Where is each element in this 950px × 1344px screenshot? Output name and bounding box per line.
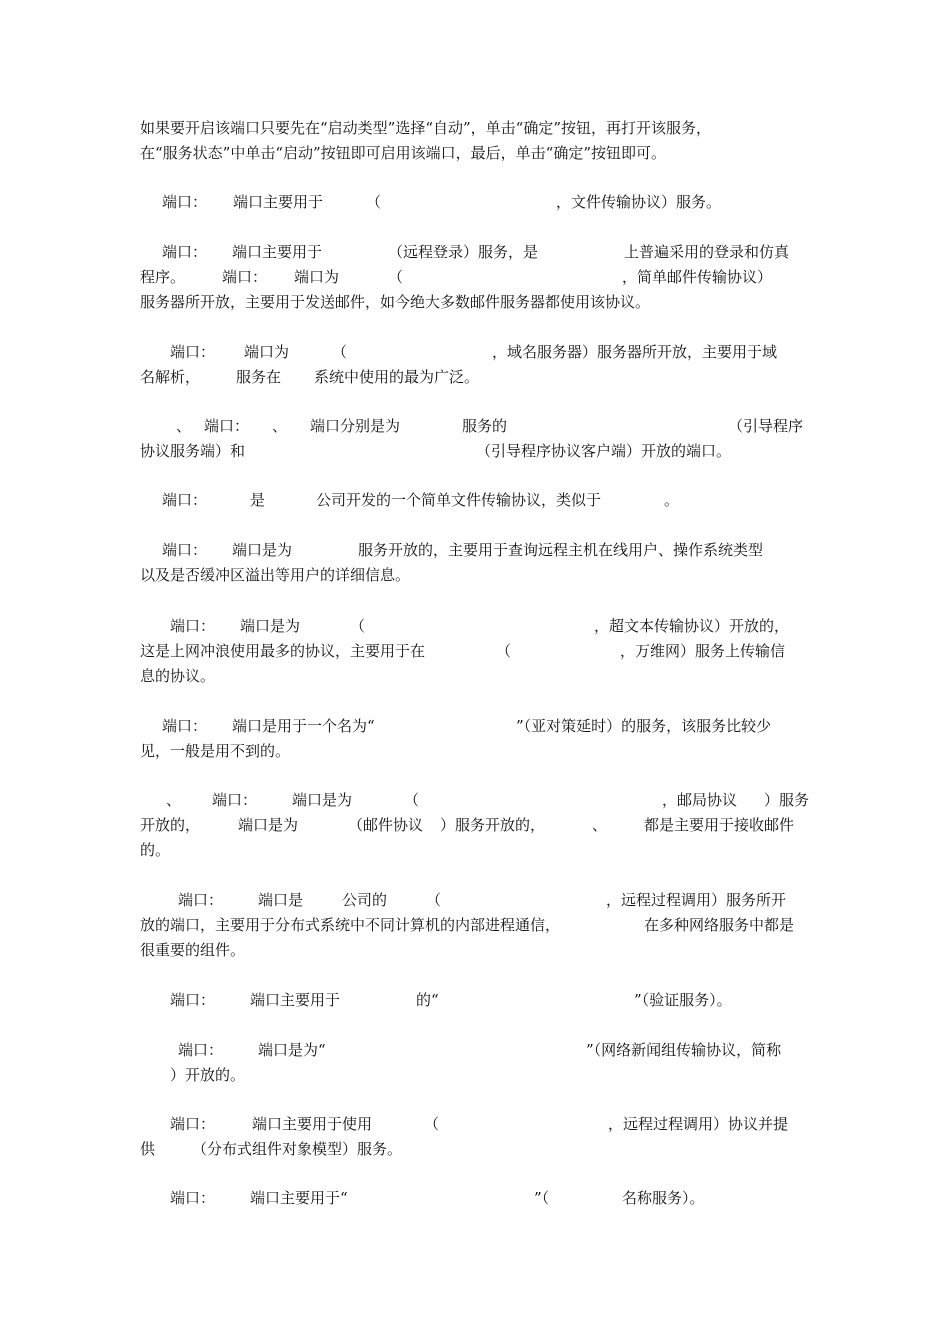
text: （ — [404, 791, 420, 809]
paragraph-finger — [140, 538, 812, 588]
text: （ — [496, 642, 512, 660]
text: 如果要开启该端口只要先在“启动类型”选择“自动”，单击“确定”按钮，再打开该服务， — [140, 119, 712, 137]
text: 在多种网络服务中都是 — [644, 916, 795, 934]
text: （ — [426, 891, 442, 909]
text: （ — [388, 268, 404, 286]
text: 端口主要用于 — [233, 193, 324, 211]
text: 系统中使用的最为广泛。 — [314, 368, 480, 386]
text: 端口分别是为 — [310, 417, 401, 435]
text: ，远程过程调用）服务所开 — [606, 891, 787, 909]
text: 的。 — [140, 841, 171, 859]
text: 端口： — [162, 717, 208, 735]
text: 的“ — [416, 991, 439, 1009]
text: 端口是为 — [238, 816, 299, 834]
text: 服务器所开放，主要用于发送邮件，如今绝大多数邮件服务器都使用该协议。 — [140, 293, 651, 311]
text: 端口是为 — [232, 541, 293, 559]
text: 端口： — [204, 417, 250, 435]
paragraph-tftp — [140, 488, 812, 513]
text: 端口： — [170, 617, 216, 635]
paragraph-http — [140, 614, 812, 689]
text: 放的端口，主要用于分布式系统中不同计算机的内部进程通信， — [140, 916, 561, 934]
text: 端口： — [178, 1041, 224, 1059]
text: 、 — [592, 816, 608, 834]
text: 端口： — [222, 268, 268, 286]
text: ，万维网）服务上传输信 — [620, 642, 786, 660]
text: （邮件协议 — [348, 816, 424, 834]
text: （ — [350, 617, 366, 635]
text: 这是上网冲浪使用最多的协议，主要用于在 — [140, 642, 426, 660]
text: ”（亚对策延时）的服务，该服务比较少 — [516, 717, 772, 735]
text: 开放的， — [140, 816, 201, 834]
text: （ — [332, 343, 348, 361]
text: 上普遍采用的登录和仿真 — [624, 243, 790, 261]
text: 端口主要用于 — [250, 991, 341, 1009]
paragraph-netbios — [140, 1186, 812, 1211]
text: 名称服务）。 — [622, 1189, 705, 1207]
text: （分布式组件对象模型）服务。 — [192, 1140, 403, 1158]
text: ）开放的。 — [170, 1066, 246, 1084]
text: 端口主要用于“ — [250, 1189, 348, 1207]
text: ，超文本传输协议）开放的， — [594, 617, 790, 635]
text: 很重要的组件。 — [140, 941, 246, 959]
text: 程序。 — [140, 268, 186, 286]
text: 公司的 — [342, 891, 388, 909]
text: （引导程序协议客户端）开放的端口。 — [476, 442, 732, 460]
text: 端口主要用于 — [232, 243, 323, 261]
text: 端口： — [162, 491, 208, 509]
text: 端口： — [212, 791, 258, 809]
text: 端口是为 — [292, 791, 353, 809]
text: 是 — [250, 491, 266, 509]
text: ，邮局协议 — [662, 791, 738, 809]
text: 端口： — [170, 1189, 216, 1207]
text: ”（网络新闻组传输协议，简称 — [586, 1041, 782, 1059]
text: ，文件传输协议）服务。 — [556, 193, 722, 211]
text: （ — [424, 1115, 440, 1133]
paragraph-auth — [140, 988, 812, 1013]
text: 公司开发的一个简单文件传输协议，类似于 — [316, 491, 602, 509]
text: ）服务 — [764, 791, 810, 809]
text: 服务开放的，主要用于查询远程主机在线用户、操作系统类型 — [358, 541, 764, 559]
text: ，域名服务器）服务器所开放，主要用于域 — [492, 343, 778, 361]
paragraph-ftp — [140, 190, 812, 215]
text: 端口： — [162, 541, 208, 559]
text: ”（ — [534, 1189, 550, 1207]
text: 都是主要用于接收邮件 — [644, 816, 795, 834]
text: 、 — [176, 417, 192, 435]
text: 端口： — [170, 1115, 216, 1133]
text: 以及是否缓冲区溢出等用户的详细信息。 — [140, 566, 411, 584]
text: 。 — [664, 491, 680, 509]
text: 服务在 — [236, 368, 282, 386]
text: 、 — [166, 791, 182, 809]
text: 服务的 — [462, 417, 508, 435]
paragraph-dcom — [140, 1112, 812, 1162]
paragraph-policy — [140, 714, 812, 764]
text: ，远程过程调用）协议并提 — [608, 1115, 789, 1133]
text: 端口是 — [258, 891, 304, 909]
text: 见，一般是用不到的。 — [140, 742, 291, 760]
text: 端口为 — [244, 343, 290, 361]
text: 端口主要用于使用 — [252, 1115, 373, 1133]
text: 端口是用于一个名为“ — [232, 717, 375, 735]
text: 端口： — [170, 991, 216, 1009]
text: 端口为 — [294, 268, 340, 286]
text: 息的协议。 — [140, 667, 216, 685]
text: 端口是为 — [240, 617, 301, 635]
paragraph-dns — [140, 340, 812, 390]
text: ”（验证服务）。 — [634, 991, 732, 1009]
paragraph-telnet-smtp — [140, 240, 812, 315]
text: 协议服务端）和 — [140, 442, 246, 460]
paragraph-nntp — [140, 1038, 812, 1088]
text: 端口： — [162, 193, 208, 211]
text: 端口： — [170, 343, 216, 361]
text: 端口是为“ — [258, 1041, 326, 1059]
text: 在“服务状态”中单击“启动”按钮即可启用该端口，最后，单击“确定”按钮即可。 — [140, 144, 667, 162]
text: （引导程序 — [728, 417, 804, 435]
text: 端口： — [178, 891, 224, 909]
paragraph-rpc — [140, 888, 812, 963]
text: 端口： — [162, 243, 208, 261]
text: 供 — [140, 1140, 156, 1158]
text: ，简单邮件传输协议） — [622, 268, 773, 286]
paragraph-pop — [140, 788, 812, 863]
text: 、 — [272, 417, 288, 435]
text: （ — [366, 193, 382, 211]
text: ）服务开放的， — [440, 816, 546, 834]
paragraph-bootp — [140, 414, 812, 464]
text: （远程登录）服务，是 — [388, 243, 539, 261]
paragraph-intro — [140, 116, 812, 166]
text: 名解析， — [140, 368, 201, 386]
